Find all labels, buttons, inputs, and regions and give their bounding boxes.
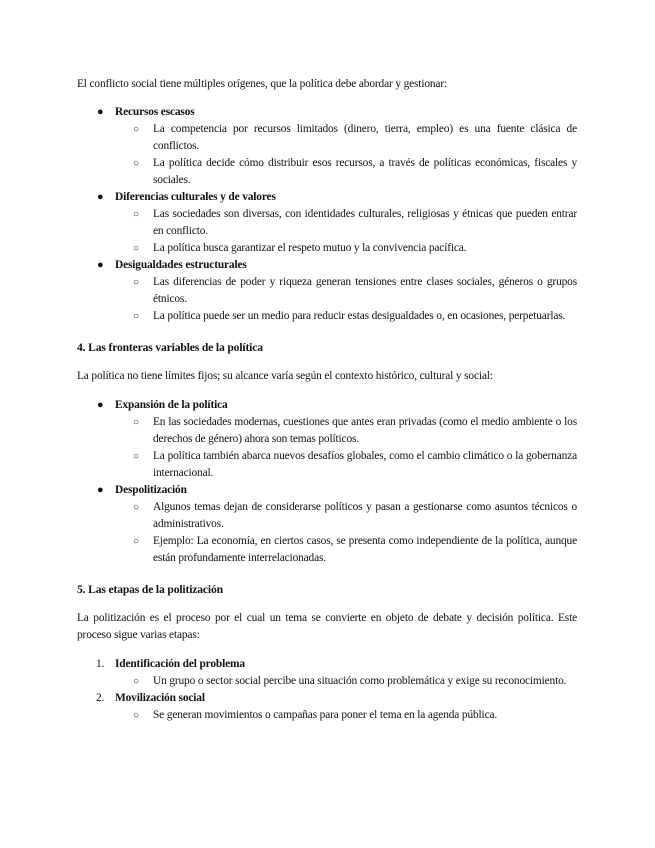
sub-list xyxy=(115,274,577,325)
item-title: Movilización social xyxy=(115,692,205,704)
sub-list xyxy=(115,673,577,690)
sub-list-item: ○ Ejemplo: La economía, en ciertos casos, se presenta como independiente de la política, aunque están profundamente interrelacionadas. xyxy=(133,535,577,564)
sub-list xyxy=(115,707,577,724)
bullet-icon: ● xyxy=(97,484,104,496)
step-number: 1. xyxy=(96,658,105,670)
sub-list-item: ○ La política también abarca nuevos desafíos globales, como el cambio climático o la gobernanza internacional. xyxy=(133,450,577,479)
bullet-icon: ● xyxy=(97,106,104,118)
sub-list xyxy=(115,499,577,567)
circle-bullet-icon: ○ xyxy=(133,536,139,547)
item-title: Diferencias culturales y de valores xyxy=(115,191,276,203)
list-item xyxy=(77,482,577,567)
item-title: Despolitización xyxy=(115,484,187,496)
circle-bullet-icon: ○ xyxy=(133,158,139,169)
sub-list-item: ○ En las sociedades modernas, cuestiones que antes eran privadas (como el medio ambiente o los derechos de género) ahora son temas políticos. xyxy=(133,416,577,445)
list-item xyxy=(77,104,577,189)
item-title: Desigualdades estructurales xyxy=(115,259,247,271)
causes-list xyxy=(77,104,577,325)
step-number: 2. xyxy=(96,692,105,704)
item-title: Identificación del problema xyxy=(115,658,245,670)
circle-bullet-icon: ○ xyxy=(133,417,139,428)
circle-bullet-icon: ○ xyxy=(133,243,139,254)
item-title: Recursos escasos xyxy=(115,106,195,118)
intro-paragraph: El conflicto social tiene múltiples orígenes, que la política debe abordar y gestionar: xyxy=(77,78,447,90)
list-item xyxy=(77,690,577,724)
section-5-intro: La politización es el proceso por el cual un tema se convierte en objeto de debate y decisión política. Este proceso sigue varias etapas: xyxy=(77,612,577,641)
document-page xyxy=(77,76,577,724)
sub-list-item: ○ Las sociedades son diversas, con identidades culturales, religiosas y étnicas que pueden entrar en conflicto. xyxy=(133,208,577,237)
sub-list-item: ○ Se generan movimientos o campañas para poner el tema en la agenda pública. xyxy=(115,707,577,724)
sub-list-item: ○ La política busca garantizar el respeto mutuo y la convivencia pacífica. xyxy=(115,240,577,257)
bullet-icon: ● xyxy=(97,399,104,411)
sub-list-item: ○ La competencia por recursos limitados (dinero, tierra, empleo) es una fuente clásica de conflictos. xyxy=(133,123,577,152)
section-5-heading: 5. Las etapas de la politización xyxy=(77,583,223,596)
bullet-icon: ● xyxy=(97,191,104,203)
list-item xyxy=(77,189,577,257)
circle-bullet-icon: ○ xyxy=(133,710,139,721)
bullet-icon: ● xyxy=(97,259,104,271)
sub-list-item: ○ Algunos temas dejan de considerarse políticos y pasan a gestionarse como asuntos técnicos o administrativos. xyxy=(133,501,577,530)
circle-bullet-icon: ○ xyxy=(133,209,139,220)
list-item xyxy=(77,257,577,325)
section-4-heading: 4. Las fronteras variables de la política xyxy=(77,341,263,354)
section-4-intro: La política no tiene límites fijos; su alcance varía según el contexto histórico, cultural y social: xyxy=(77,370,493,382)
sub-list xyxy=(115,121,577,189)
list-item xyxy=(77,656,577,690)
circle-bullet-icon: ○ xyxy=(133,124,139,135)
sub-list-item: ○ La política puede ser un medio para reducir estas desigualdades o, en ocasiones, perpetuarlas. xyxy=(115,308,577,325)
sub-list xyxy=(115,414,577,482)
circle-bullet-icon: ○ xyxy=(133,676,139,687)
sub-list-item: ○ Un grupo o sector social percibe una situación como problemática y exige su reconocimiento. xyxy=(115,673,577,690)
circle-bullet-icon: ○ xyxy=(133,277,139,288)
sub-list-item: ○ La política decide cómo distribuir esos recursos, a través de políticas económicas, fiscales y sociales. xyxy=(133,157,577,186)
boundaries-list xyxy=(77,397,577,567)
sub-list xyxy=(115,206,577,257)
list-item xyxy=(77,397,577,482)
item-title: Expansión de la política xyxy=(115,399,228,411)
circle-bullet-icon: ○ xyxy=(133,502,139,513)
sub-list-item: ○ Las diferencias de poder y riqueza generan tensiones entre clases sociales, géneros o grupos étnicos. xyxy=(133,276,577,305)
stages-list xyxy=(77,656,577,724)
circle-bullet-icon: ○ xyxy=(133,311,139,322)
circle-bullet-icon: ○ xyxy=(133,451,139,462)
